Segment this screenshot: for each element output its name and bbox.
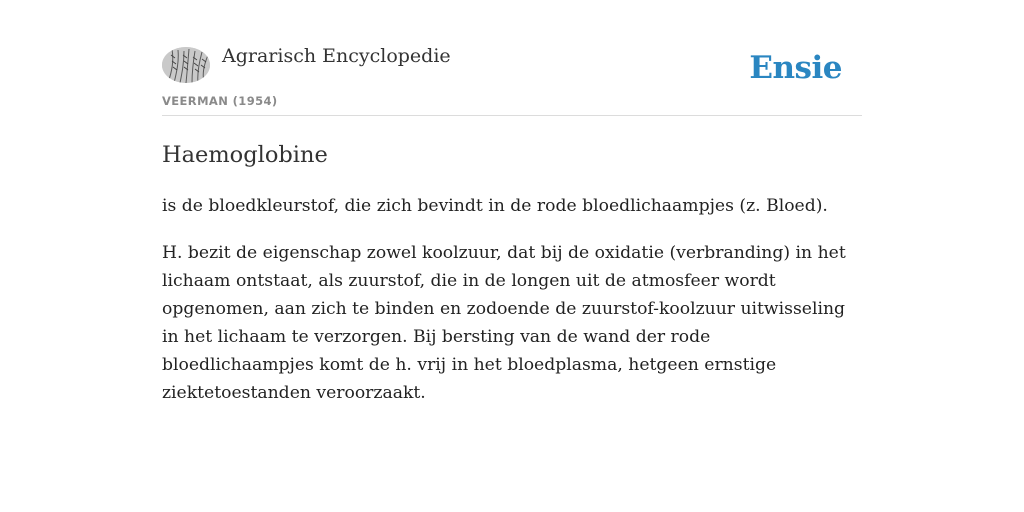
ensie-logo-link[interactable]: Ensie (749, 50, 842, 86)
book-author-year: VEERMAN (1954) (162, 94, 278, 108)
wheat-illustration-icon[interactable] (162, 47, 210, 83)
book-title[interactable]: Agrarisch Encyclopedie (222, 45, 451, 67)
page (162, 0, 862, 407)
entry-paragraph: H. bezit de eigenschap zowel koolzuur, dat bij de oxidatie (verbranding) in het lichaam ontstaat, als zuurstof, die in de longen uit de atmosfeer wordt opgenomen, aan zich te binden en zodoende de zuurstof-koolzuur uitwisseling in het lichaam te verzorgen. Bij bersting van de wand der rode bloedlichaampjes komt de h. vrij in het bloedplasma, hetgeen ernstige ziektetoestanden veroorzaakt. (162, 243, 846, 403)
entry-headword: Haemoglobine (162, 142, 328, 168)
entry-paragraph: is de bloedkleurstof, die zich bevindt in de rode bloedlichaampjes (z. Bloed). (162, 196, 828, 216)
book-header (162, 0, 862, 116)
